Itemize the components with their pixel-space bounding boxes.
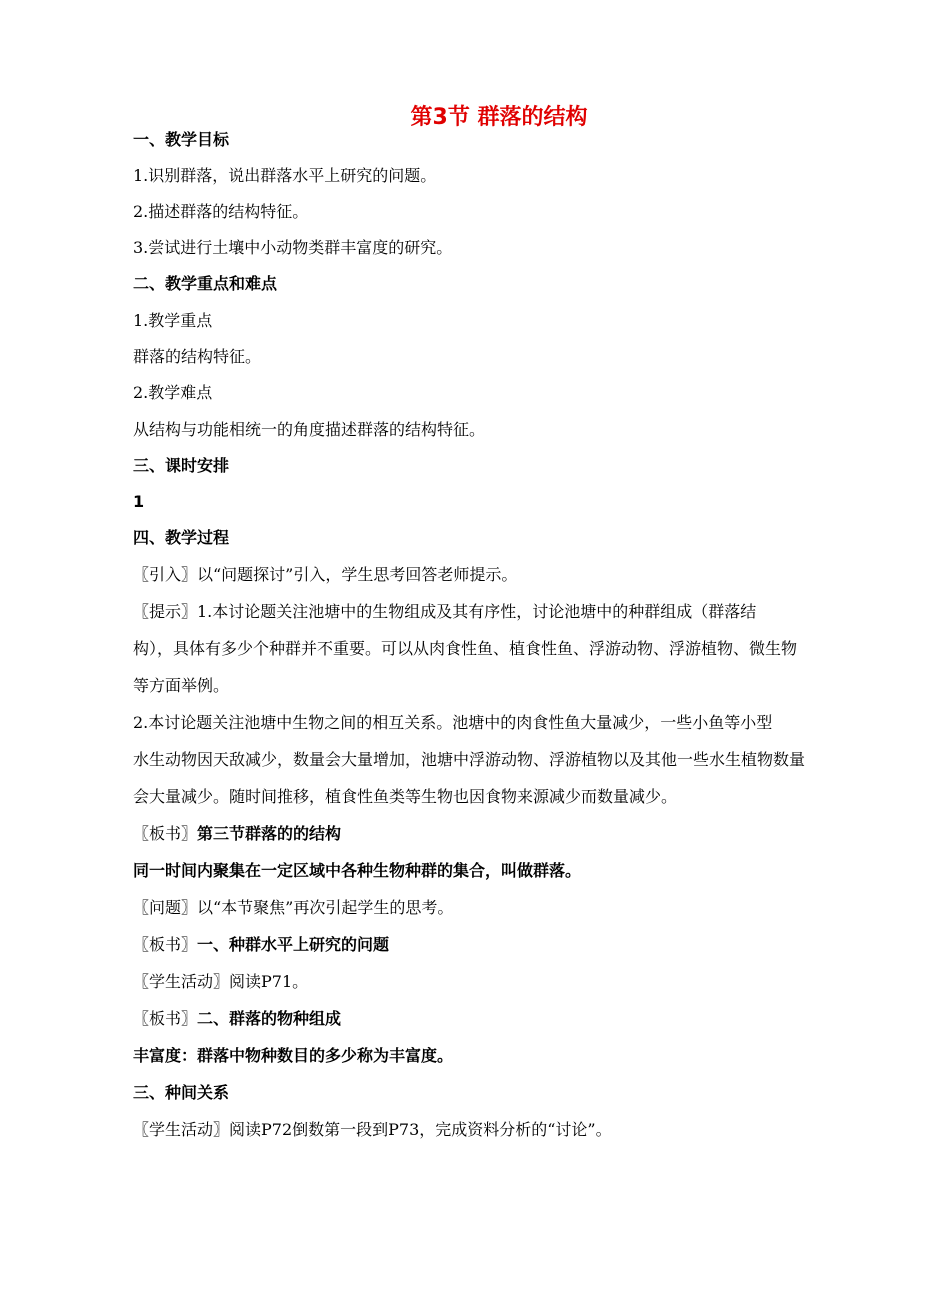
hint-paragraph-1: 〖提示〗1.本讨论题关注池塘中的生物组成及其有序性，讨论池塘中的种群组成（群落结 xyxy=(133,602,757,621)
board-heading: 一、种群水平上研究的问题 xyxy=(197,935,390,954)
richness-definition: 丰富度：群落中物种数目的多少称为丰富度。 xyxy=(133,1046,454,1065)
hint-paragraph-3: 等方面举例。 xyxy=(133,676,230,695)
hint-paragraph-2: 构），具体有多少个种群并不重要。可以从肉食性鱼、植食性鱼、浮游动物、浮游植物、微生物 xyxy=(133,639,798,658)
heading-interspecies: 三、种间关系 xyxy=(133,1083,230,1102)
intro-paragraph: 〖引入〗以“问题探讨”引入，学生思考回答老师提示。 xyxy=(133,565,518,584)
heading-process: 四、教学过程 xyxy=(133,528,230,547)
objective-2: 2.描述群落的结构特征。 xyxy=(133,202,309,221)
board-tag: 〖板书〗 xyxy=(133,1009,198,1028)
objective-1: 1.识别群落，说出群落水平上研究的问题。 xyxy=(133,166,437,185)
heading-key-points: 二、教学重点和难点 xyxy=(133,274,278,293)
hint2-paragraph-2: 水生动物因天敌减少，数量会大量增加，池塘中浮游动物、浮游植物以及其他一些水生植物数量 xyxy=(133,750,806,769)
heading-schedule: 三、课时安排 xyxy=(133,456,230,475)
hint2-paragraph-1: 2.本讨论题关注池塘中生物之间的相互关系。池塘中的肉食性鱼大量减少，一些小鱼等小型 xyxy=(133,713,773,732)
objective-3: 3.尝试进行土壤中小动物类群丰富度的研究。 xyxy=(133,238,453,257)
question-paragraph: 〖问题〗以“本节聚焦”再次引起学生的思考。 xyxy=(133,898,454,917)
difficulty-text: 从结构与功能相统一的角度描述群落的结构特征。 xyxy=(133,420,486,439)
student-activity-2: 〖学生活动〗阅读P72倒数第一段到P73，完成资料分析的“讨论”。 xyxy=(133,1120,612,1139)
student-activity-1: 〖学生活动〗阅读P71。 xyxy=(133,972,309,991)
community-definition: 同一时间内聚集在一定区域中各种生物种群的集合，叫做群落。 xyxy=(133,861,582,880)
document-title: 第3节 群落的结构 xyxy=(410,105,588,130)
board-line-2 xyxy=(133,935,389,955)
board-line-1 xyxy=(133,824,341,844)
difficulty-label: 2.教学难点 xyxy=(133,383,213,402)
schedule-value: 1 xyxy=(133,492,145,511)
board-heading: 二、群落的物种组成 xyxy=(197,1009,342,1028)
hint2-paragraph-3: 会大量减少。随时间推移，植食性鱼类等生物也因食物来源减少而数量减少。 xyxy=(133,787,678,806)
key-point-text: 群落的结构特征。 xyxy=(133,347,262,366)
key-point-label: 1.教学重点 xyxy=(133,311,213,330)
board-heading: 第三节群落的的结构 xyxy=(197,824,342,843)
board-tag: 〖板书〗 xyxy=(133,935,198,954)
board-line-3 xyxy=(133,1009,341,1029)
board-tag: 〖板书〗 xyxy=(133,824,198,843)
heading-teaching-objectives: 一、教学目标 xyxy=(133,130,230,149)
